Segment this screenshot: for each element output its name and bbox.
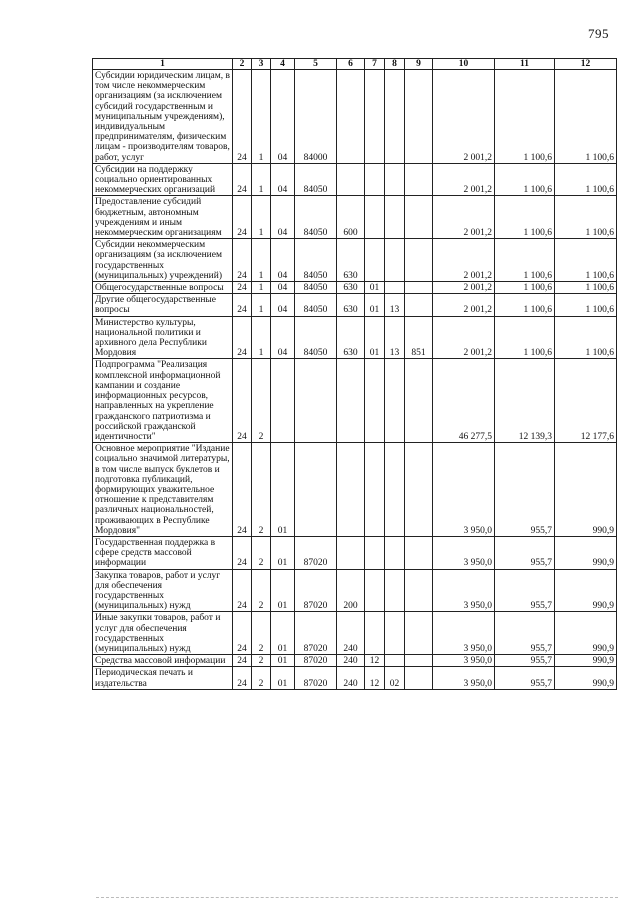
cell-col-4: 01 [271,655,295,667]
cell-col-4: 01 [271,569,295,612]
cell-col-3: 2 [252,667,271,689]
cell-col-10: 2 001,2 [433,196,495,239]
row-name: Иные закупки товаров, работ и услуг для обеспечения государственных (муниципальных) нужд [93,612,233,655]
cell-col-4: 04 [271,239,295,282]
cell-col-5: 87020 [295,536,337,569]
column-header: 8 [385,59,405,70]
cell-col-3: 1 [252,196,271,239]
cell-col-9 [405,70,433,164]
cell-col-6 [337,443,365,537]
cell-col-11: 955,7 [495,612,555,655]
table-row [93,163,617,196]
cell-col-8 [385,655,405,667]
cell-col-5: 84000 [295,70,337,164]
cell-col-6: 630 [337,239,365,282]
cell-col-7 [365,443,385,537]
cell-col-11: 1 100,6 [495,282,555,294]
cell-col-3: 1 [252,239,271,282]
cell-col-7 [365,359,385,443]
table-row [93,667,617,689]
cell-col-12: 990,9 [555,612,617,655]
cell-col-5: 84050 [295,294,337,316]
column-header: 11 [495,59,555,70]
cell-col-4: 01 [271,443,295,537]
cell-col-9: 851 [405,316,433,359]
cell-col-6 [337,163,365,196]
cell-col-12: 990,9 [555,536,617,569]
cell-col-8 [385,612,405,655]
cell-col-2: 24 [233,536,252,569]
cell-col-11: 955,7 [495,569,555,612]
table-row [93,239,617,282]
cell-col-7: 01 [365,294,385,316]
cell-col-10: 3 950,0 [433,667,495,689]
cell-col-11: 955,7 [495,655,555,667]
cell-col-2: 24 [233,196,252,239]
cell-col-10: 3 950,0 [433,612,495,655]
cell-col-11: 955,7 [495,667,555,689]
cell-col-7 [365,569,385,612]
row-name: Основное мероприятие "Издание социально значимой литературы, в том числе выпуск буклетов и подготовка публикаций, формирующих уважительное отношение к представителям различных национальностей, проживающих в Республике Мордовия" [93,443,233,537]
cell-col-6: 630 [337,316,365,359]
cell-col-9 [405,536,433,569]
cell-col-3: 2 [252,569,271,612]
cell-col-3: 2 [252,536,271,569]
cell-col-10: 2 001,2 [433,316,495,359]
cell-col-12: 1 100,6 [555,294,617,316]
cell-col-2: 24 [233,612,252,655]
cell-col-10: 3 950,0 [433,569,495,612]
cell-col-7: 12 [365,667,385,689]
cell-col-5: 84050 [295,163,337,196]
cell-col-8 [385,239,405,282]
row-name: Государственная поддержка в сфере средств массовой информации [93,536,233,569]
cell-col-6: 630 [337,294,365,316]
row-name: Закупка товаров, работ и услуг для обеспечения государственных (муниципальных) нужд [93,569,233,612]
table-row [93,612,617,655]
cell-col-5: 87020 [295,569,337,612]
cell-col-6: 630 [337,282,365,294]
cell-col-7 [365,239,385,282]
cell-col-3: 1 [252,282,271,294]
cell-col-8 [385,443,405,537]
cell-col-10: 2 001,2 [433,163,495,196]
cell-col-4: 04 [271,70,295,164]
cell-col-5 [295,359,337,443]
table-row [93,359,617,443]
row-name: Субсидии юридическим лицам, в том числе некоммерческим организациям (за исключением субсидий государственным и муниципальным учреждениям), индивидуальным предпринимателям, физическим лицам - производителям товаров, работ, услуг [93,70,233,164]
row-name: Субсидии на поддержку социально ориентированных некоммерческих организаций [93,163,233,196]
cell-col-12: 990,9 [555,443,617,537]
column-header: 1 [93,59,233,70]
cell-col-7 [365,536,385,569]
column-header: 7 [365,59,385,70]
cell-col-3: 1 [252,70,271,164]
cell-col-12: 1 100,6 [555,316,617,359]
cell-col-2: 24 [233,294,252,316]
cell-col-11: 1 100,6 [495,163,555,196]
table-header-row [93,59,617,70]
column-header: 2 [233,59,252,70]
page-number: 795 [588,26,609,41]
cell-col-9 [405,612,433,655]
column-header: 12 [555,59,617,70]
cell-col-8 [385,282,405,294]
cell-col-3: 1 [252,294,271,316]
table-row [93,316,617,359]
cell-col-2: 24 [233,443,252,537]
row-name: Другие общегосударственные вопросы [93,294,233,316]
cell-col-11: 1 100,6 [495,316,555,359]
cell-col-5: 84050 [295,196,337,239]
cell-col-8: 13 [385,316,405,359]
page-bottom-divider [96,897,618,898]
cell-col-9 [405,282,433,294]
column-header: 4 [271,59,295,70]
cell-col-4: 01 [271,667,295,689]
cell-col-9 [405,294,433,316]
cell-col-5: 87020 [295,612,337,655]
table-row [93,70,617,164]
cell-col-10: 3 950,0 [433,443,495,537]
cell-col-3: 2 [252,612,271,655]
cell-col-4 [271,359,295,443]
cell-col-11: 1 100,6 [495,196,555,239]
cell-col-3: 2 [252,443,271,537]
cell-col-8 [385,163,405,196]
cell-col-10: 2 001,2 [433,239,495,282]
row-name: Субсидии некоммерческим организациям (за исключением государственных (муниципальных) учреждений) [93,239,233,282]
cell-col-6 [337,359,365,443]
cell-col-11: 1 100,6 [495,70,555,164]
cell-col-12: 1 100,6 [555,196,617,239]
table-row [93,536,617,569]
cell-col-9 [405,239,433,282]
cell-col-5: 84050 [295,316,337,359]
cell-col-5: 87020 [295,667,337,689]
table-row [93,443,617,537]
row-name: Подпрограмма "Реализация комплексной информационной кампании и создание информационных ресурсов, направленных на укрепление гражданского патриотизма и российской гражданской идентичности" [93,359,233,443]
cell-col-6: 200 [337,569,365,612]
cell-col-4: 04 [271,163,295,196]
cell-col-2: 24 [233,316,252,359]
cell-col-7: 01 [365,316,385,359]
cell-col-10: 2 001,2 [433,70,495,164]
cell-col-9 [405,359,433,443]
cell-col-12: 12 177,6 [555,359,617,443]
cell-col-9 [405,443,433,537]
cell-col-8 [385,359,405,443]
cell-col-5: 87020 [295,655,337,667]
row-name: Средства массовой информации [93,655,233,667]
column-header: 6 [337,59,365,70]
table-body [93,70,617,690]
cell-col-8 [385,196,405,239]
cell-col-8: 13 [385,294,405,316]
cell-col-9 [405,163,433,196]
cell-col-11: 1 100,6 [495,294,555,316]
table-row [93,569,617,612]
budget-table [92,58,617,690]
cell-col-4: 04 [271,196,295,239]
cell-col-10: 46 277,5 [433,359,495,443]
cell-col-2: 24 [233,655,252,667]
cell-col-6: 240 [337,612,365,655]
cell-col-7: 12 [365,655,385,667]
cell-col-2: 24 [233,239,252,282]
cell-col-6: 600 [337,196,365,239]
cell-col-10: 2 001,2 [433,282,495,294]
cell-col-5: 84050 [295,282,337,294]
cell-col-9 [405,569,433,612]
cell-col-2: 24 [233,667,252,689]
cell-col-9 [405,196,433,239]
cell-col-2: 24 [233,359,252,443]
column-header: 3 [252,59,271,70]
column-header: 5 [295,59,337,70]
cell-col-10: 3 950,0 [433,655,495,667]
cell-col-7: 01 [365,282,385,294]
row-name: Общегосударственные вопросы [93,282,233,294]
cell-col-10: 3 950,0 [433,536,495,569]
cell-col-6 [337,536,365,569]
cell-col-11: 1 100,6 [495,239,555,282]
table-row [93,282,617,294]
cell-col-12: 1 100,6 [555,70,617,164]
cell-col-6: 240 [337,655,365,667]
cell-col-12: 1 100,6 [555,239,617,282]
cell-col-12: 990,9 [555,655,617,667]
row-name: Министерство культуры, национальной политики и архивного дела Республики Мордовия [93,316,233,359]
cell-col-3: 2 [252,359,271,443]
cell-col-7 [365,612,385,655]
cell-col-8 [385,569,405,612]
cell-col-11: 955,7 [495,536,555,569]
table-row [93,655,617,667]
cell-col-4: 01 [271,536,295,569]
cell-col-5 [295,443,337,537]
cell-col-3: 1 [252,316,271,359]
cell-col-12: 990,9 [555,667,617,689]
cell-col-12: 1 100,6 [555,163,617,196]
cell-col-12: 990,9 [555,569,617,612]
row-name: Предоставление субсидий бюджетным, автономным учреждениям и иным некоммерческим организациям [93,196,233,239]
cell-col-11: 955,7 [495,443,555,537]
table-row [93,196,617,239]
cell-col-4: 04 [271,294,295,316]
cell-col-2: 24 [233,70,252,164]
cell-col-4: 01 [271,612,295,655]
cell-col-2: 24 [233,569,252,612]
cell-col-4: 04 [271,282,295,294]
cell-col-9 [405,655,433,667]
cell-col-6: 240 [337,667,365,689]
cell-col-6 [337,70,365,164]
cell-col-11: 12 139,3 [495,359,555,443]
cell-col-2: 24 [233,163,252,196]
cell-col-7 [365,163,385,196]
column-header: 10 [433,59,495,70]
cell-col-12: 1 100,6 [555,282,617,294]
cell-col-3: 1 [252,163,271,196]
cell-col-3: 2 [252,655,271,667]
cell-col-9 [405,667,433,689]
column-header: 9 [405,59,433,70]
cell-col-7 [365,70,385,164]
cell-col-8: 02 [385,667,405,689]
cell-col-5: 84050 [295,239,337,282]
cell-col-7 [365,196,385,239]
cell-col-4: 04 [271,316,295,359]
cell-col-10: 2 001,2 [433,294,495,316]
cell-col-8 [385,536,405,569]
cell-col-2: 24 [233,282,252,294]
table-row [93,294,617,316]
row-name: Периодическая печать и издательства [93,667,233,689]
cell-col-8 [385,70,405,164]
